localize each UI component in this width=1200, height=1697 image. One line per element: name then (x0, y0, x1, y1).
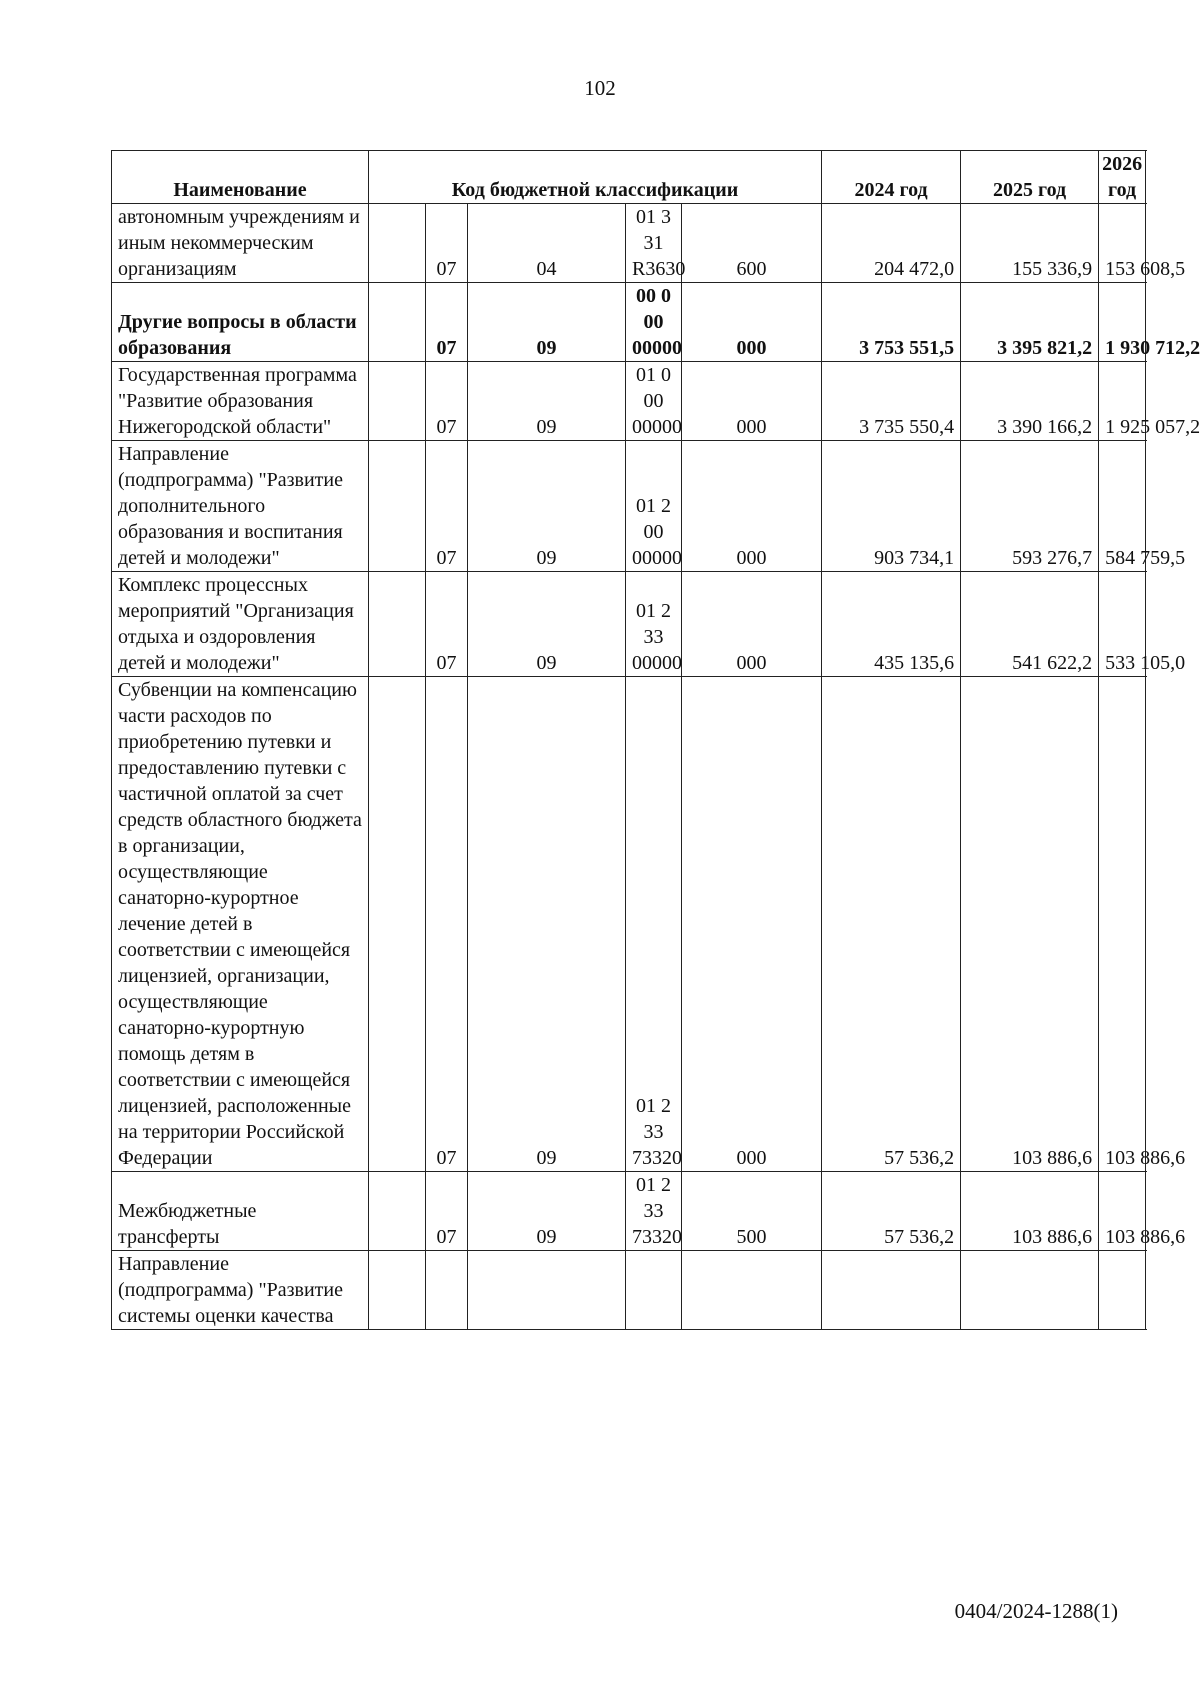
value-2025 (961, 1251, 1099, 1330)
value-2024: 204 472,0 (822, 204, 961, 283)
row-name: Направление (подпрограмма) "Развитие системы оценки качества (112, 1251, 369, 1330)
expense-type-code: 000 (682, 362, 822, 441)
page-number: 102 (584, 76, 616, 100)
value-2025: 103 886,6 (961, 677, 1099, 1172)
table-row (112, 441, 1146, 572)
value-2026: 584 759,5 (1099, 441, 1146, 572)
target-code: 00 0 00 00000 (626, 283, 682, 362)
subsection-code (468, 1251, 626, 1330)
value-2024: 903 734,1 (822, 441, 961, 572)
subsection-code: 09 (468, 362, 626, 441)
value-2024: 3 735 550,4 (822, 362, 961, 441)
value-2026: 1 930 712,2 (1099, 283, 1146, 362)
value-2024: 435 135,6 (822, 572, 961, 677)
subsection-code: 09 (468, 283, 626, 362)
row-name: Субвенции на компенсацию части расходов по приобретению путевки и предоставлению путевки с частичной оплатой за счет средств областного бюджета в организации, осуществляющие санаторно-курортное лечение детей в соответствии с имеющейся лицензией, организации, осуществляющие санаторно-курортную помощь детям в соответствии с имеющейся лицензией, расположенные на территории Российской Федерации (112, 677, 369, 1172)
section-code: 07 (426, 362, 468, 441)
subsection-code: 09 (468, 1172, 626, 1251)
header-2026: 2026 год (1099, 151, 1146, 204)
section-code: 07 (426, 204, 468, 283)
table-header-row (112, 151, 1146, 204)
expense-type-code: 000 (682, 283, 822, 362)
target-code: 01 2 33 00000 (626, 572, 682, 677)
header-2025: 2025 год (961, 151, 1099, 204)
value-2024: 3 753 551,5 (822, 283, 961, 362)
table-row (112, 1251, 1146, 1330)
expense-type-code: 500 (682, 1172, 822, 1251)
value-2025: 3 395 821,2 (961, 283, 1099, 362)
value-2026: 1 925 057,2 (1099, 362, 1146, 441)
section-code: 07 (426, 572, 468, 677)
header-code: Код бюджетной классификации (369, 151, 822, 204)
target-code: 01 2 33 73320 (626, 677, 682, 1172)
value-2026: 533 105,0 (1099, 572, 1146, 677)
value-2024: 57 536,2 (822, 1172, 961, 1251)
table-row (112, 677, 1146, 1172)
expense-type-code: 600 (682, 204, 822, 283)
subsection-code: 09 (468, 572, 626, 677)
section-code: 07 (426, 1172, 468, 1251)
expense-type-code (682, 1251, 822, 1330)
table-row (112, 362, 1146, 441)
row-name: Межбюджетные трансферты (112, 1172, 369, 1251)
target-code: 01 2 33 73320 (626, 1172, 682, 1251)
header-name: Наименование (112, 151, 369, 204)
table-row (112, 1172, 1146, 1251)
value-2026: 103 886,6 (1099, 1172, 1146, 1251)
row-name: Государственная программа "Развитие образования Нижегородской области" (112, 362, 369, 441)
value-2026: 153 608,5 (1099, 204, 1146, 283)
table-row (112, 572, 1146, 677)
section-code (426, 1251, 468, 1330)
value-2025: 103 886,6 (961, 1172, 1099, 1251)
header-2024: 2024 год (822, 151, 961, 204)
target-code (626, 1251, 682, 1330)
target-code: 01 3 31 R3630 (626, 204, 682, 283)
target-code: 01 2 00 00000 (626, 441, 682, 572)
value-2025: 3 390 166,2 (961, 362, 1099, 441)
table-row (112, 204, 1146, 283)
value-2026: 103 886,6 (1099, 677, 1146, 1172)
value-2025: 593 276,7 (961, 441, 1099, 572)
document-code: 0404/2024-1288(1) (954, 1599, 1118, 1623)
row-name: Направление (подпрограмма) "Развитие дополнительного образования и воспитания детей и молодежи" (112, 441, 369, 572)
section-code: 07 (426, 283, 468, 362)
row-name: автономным учреждениям и иным некоммерческим организациям (112, 204, 369, 283)
section-code: 07 (426, 677, 468, 1172)
budget-table (111, 150, 1200, 1330)
subsection-code: 04 (468, 204, 626, 283)
section-code: 07 (426, 441, 468, 572)
row-name: Комплекс процессных мероприятий "Организация отдыха и оздоровления детей и молодежи" (112, 572, 369, 677)
subsection-code: 09 (468, 441, 626, 572)
expense-type-code: 000 (682, 677, 822, 1172)
value-2024 (822, 1251, 961, 1330)
value-2025: 541 622,2 (961, 572, 1099, 677)
expense-type-code: 000 (682, 572, 822, 677)
table-row (112, 283, 1146, 362)
value-2025: 155 336,9 (961, 204, 1099, 283)
value-2024: 57 536,2 (822, 677, 961, 1172)
value-2026 (1099, 1251, 1146, 1330)
subsection-code: 09 (468, 677, 626, 1172)
expense-type-code: 000 (682, 441, 822, 572)
target-code: 01 0 00 00000 (626, 362, 682, 441)
row-name: Другие вопросы в области образования (112, 283, 369, 362)
